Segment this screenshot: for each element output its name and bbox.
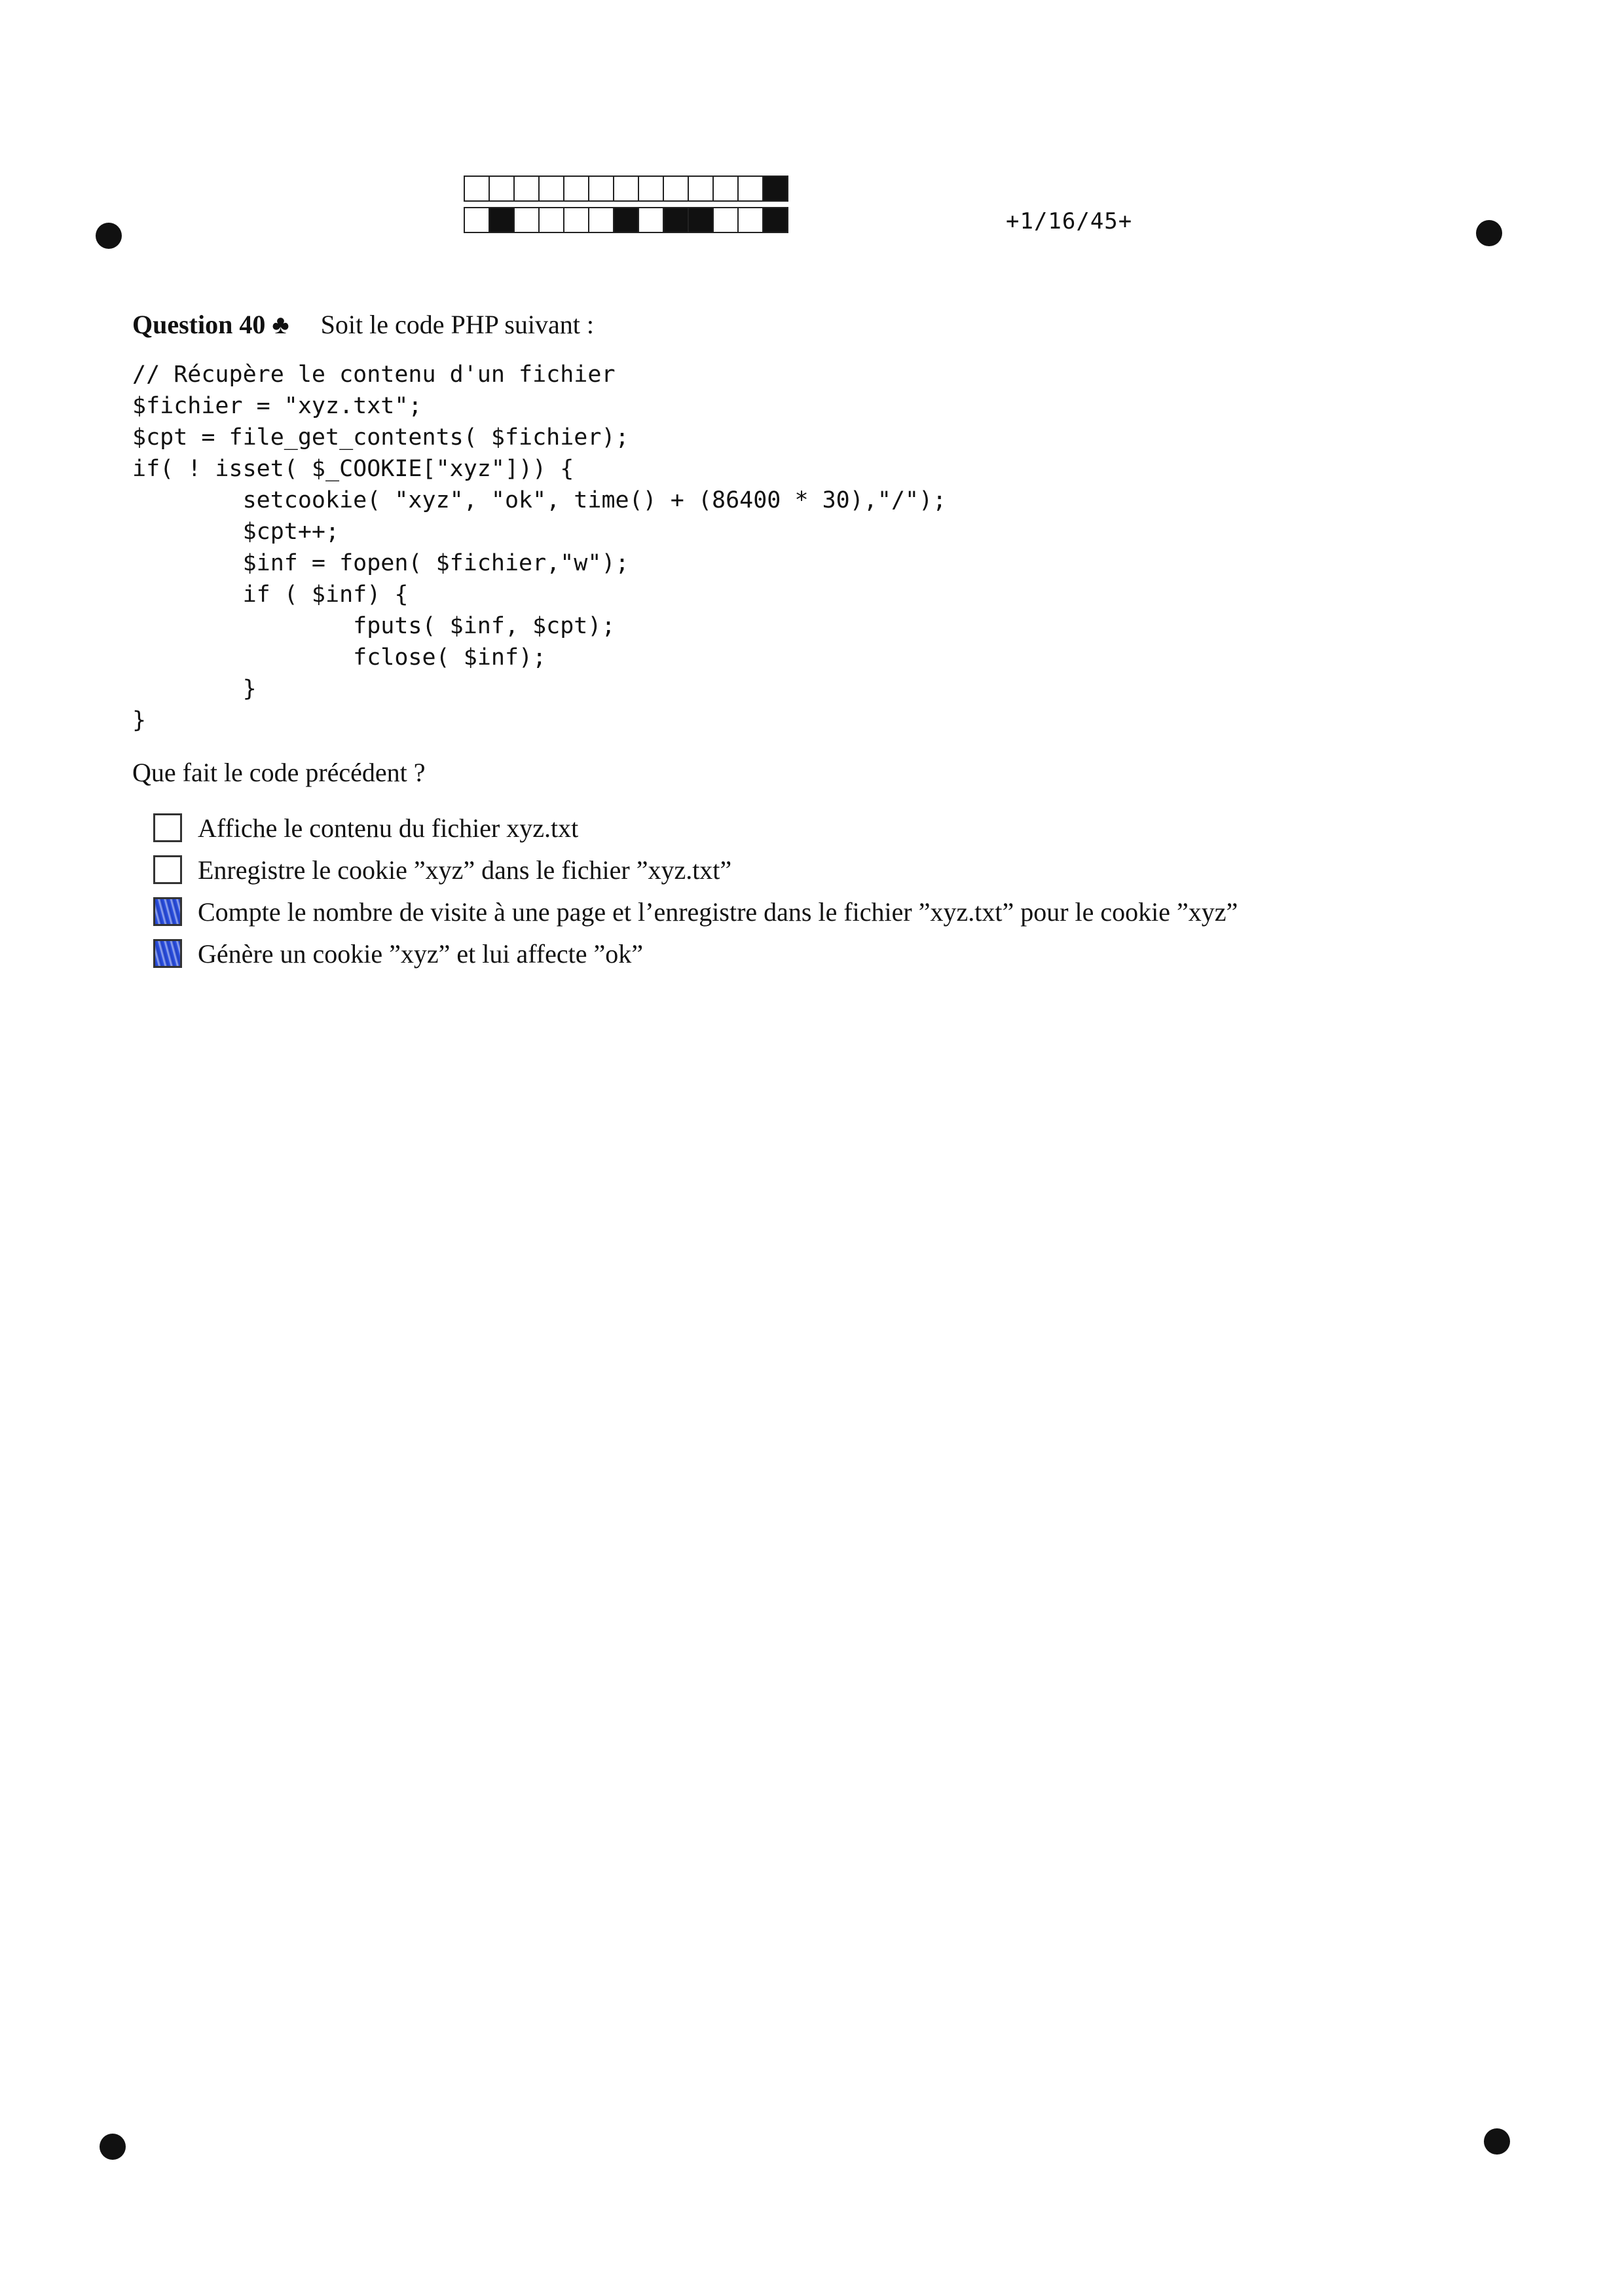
- php-code-block: [132, 359, 946, 736]
- answer-option[interactable]: [153, 849, 1238, 891]
- id-code-cell: [663, 207, 689, 233]
- id-code-cell: [563, 207, 589, 233]
- answer-option[interactable]: [153, 891, 1238, 933]
- answer-label: Enregistre le cookie ”xyz” dans le fichier ”xyz.txt”: [198, 855, 732, 885]
- question-label: Question 40: [132, 310, 266, 339]
- id-code-cell: [538, 176, 564, 202]
- code-line: if( ! isset( $_COOKIE["xyz"])) {: [132, 456, 574, 482]
- code-line: $inf = fopen( $fichier,"w");: [132, 550, 629, 576]
- id-code-cell: [538, 207, 564, 233]
- id-code-cell: [688, 207, 714, 233]
- id-code-cell: [588, 176, 614, 202]
- code-line: setcookie( "xyz", "ok", time() + (86400 * 30),"/");: [132, 487, 947, 513]
- checkbox[interactable]: [153, 855, 182, 884]
- checkbox[interactable]: [153, 813, 182, 842]
- code-line: if ( $inf) {: [132, 582, 409, 608]
- id-code-cell: [712, 176, 739, 202]
- club-icon: ♣: [272, 310, 289, 339]
- registration-mark-top-right: [1476, 220, 1502, 246]
- code-line: fputs( $inf, $cpt);: [132, 613, 616, 639]
- id-code-cell: [613, 176, 639, 202]
- id-code-cell: [638, 176, 664, 202]
- id-code-cell: [762, 207, 788, 233]
- id-code-cell: [489, 207, 515, 233]
- id-code-cell: [513, 176, 540, 202]
- code-line: }: [132, 707, 147, 733]
- id-code-cell: [688, 176, 714, 202]
- id-code-cell: [737, 207, 764, 233]
- registration-mark-top-left: [96, 223, 122, 249]
- answer-list: [153, 807, 1238, 974]
- answer-label: Affiche le contenu du fichier xyz.txt: [198, 813, 579, 843]
- page-identifier: +1/16/45+: [1006, 208, 1133, 234]
- id-code-cell: [762, 176, 788, 202]
- registration-mark-bottom-right: [1484, 2128, 1510, 2155]
- id-code-cell: [663, 176, 689, 202]
- code-line: }: [132, 676, 257, 702]
- id-code-row-bottom: [464, 207, 787, 233]
- id-code-cell: [513, 207, 540, 233]
- id-code-cell: [464, 176, 490, 202]
- id-code-cell: [737, 176, 764, 202]
- code-line: // Récupère le contenu d'un fichier: [132, 361, 616, 388]
- answer-option[interactable]: [153, 933, 1238, 974]
- id-code-cell: [588, 207, 614, 233]
- code-line: $fichier = "xyz.txt";: [132, 393, 422, 419]
- id-code-row-top: [464, 176, 787, 202]
- checked-checkbox[interactable]: [153, 939, 182, 968]
- answer-label: Génère un cookie ”xyz” et lui affecte ”ok”: [198, 938, 643, 969]
- id-code-cell: [464, 207, 490, 233]
- answer-option[interactable]: [153, 807, 1238, 849]
- id-code-cell: [613, 207, 639, 233]
- answer-label: Compte le nombre de visite à une page et l’enregistre dans le fichier ”xyz.txt” pour le cookie ”xyz”: [198, 897, 1238, 927]
- registration-mark-bottom-left: [100, 2134, 126, 2160]
- id-code-cell: [489, 176, 515, 202]
- question-follow-up: Que fait le code précédent ?: [132, 758, 426, 787]
- id-code-cell: [563, 176, 589, 202]
- code-line: fclose( $inf);: [132, 644, 547, 671]
- checked-checkbox[interactable]: [153, 897, 182, 926]
- question-header: [132, 309, 594, 340]
- code-line: $cpt++;: [132, 519, 340, 545]
- id-code-cell: [638, 207, 664, 233]
- id-code-cell: [712, 207, 739, 233]
- code-line: $cpt = file_get_contents( $fichier);: [132, 424, 629, 451]
- question-prompt: Soit le code PHP suivant :: [320, 310, 595, 339]
